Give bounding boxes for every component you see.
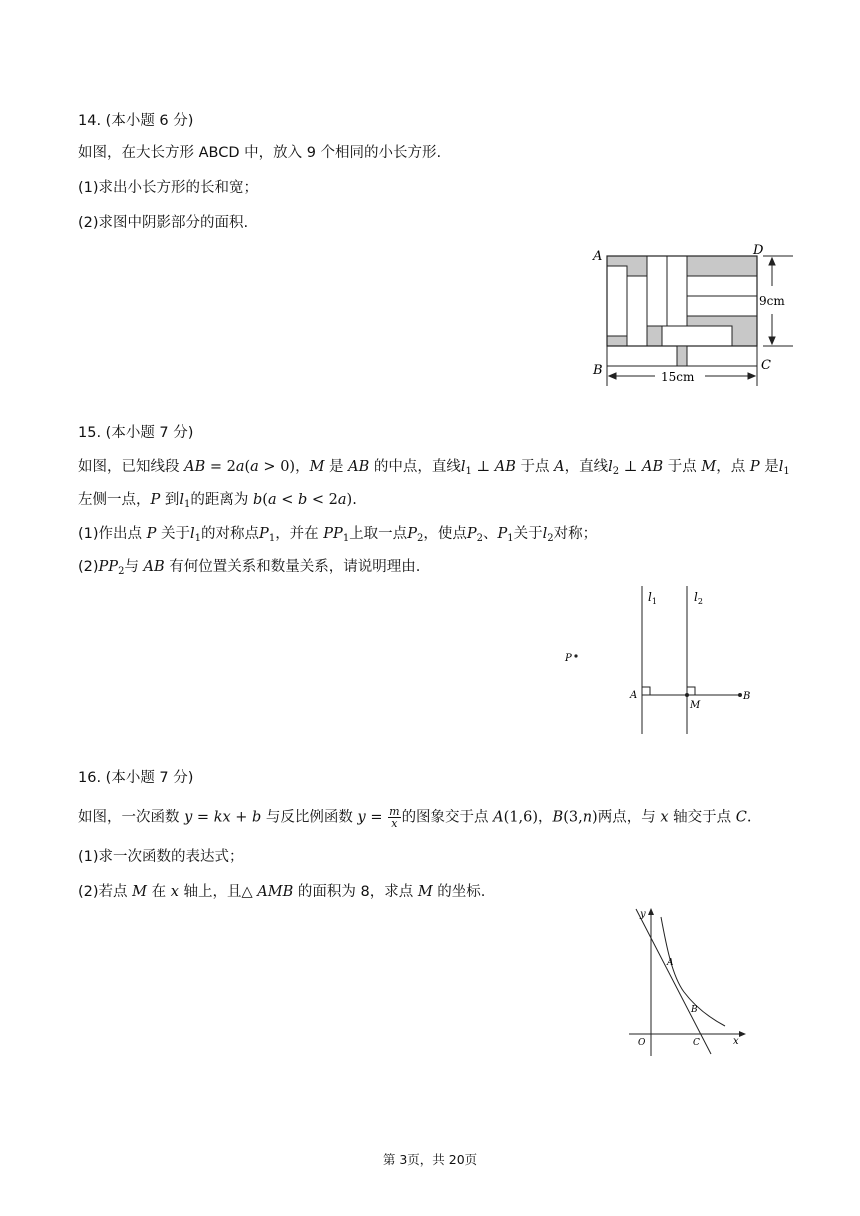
- label-c: C: [693, 1038, 700, 1048]
- q14-part1: (1)求出小长方形的长和宽；: [78, 180, 259, 196]
- rectangle-figure: [585, 244, 795, 394]
- q16-part2: (2)若点 M 在 x 轴上，且△ AMB 的面积为 8，求点 M 的坐标.: [78, 884, 486, 900]
- q15-part2: $(2)PP_2$与 AB 有何位置关系和数量关系，请说明理由.: [78, 559, 421, 577]
- label-c: C: [761, 358, 771, 373]
- label-p: P: [565, 653, 572, 664]
- label-b: B: [743, 691, 751, 702]
- small-rect-1: [607, 266, 627, 336]
- small-rect-2: [627, 276, 647, 346]
- label-d: D: [753, 244, 764, 258]
- label-b: B: [691, 1005, 698, 1015]
- small-rect-6: [687, 296, 757, 316]
- label-x: x: [733, 1036, 739, 1047]
- q16-part1: (1)求一次函数的表达式；: [78, 849, 244, 865]
- q15-stem-line2: 左侧一点，P 到$l_1$的距离为 b(a < b < 2a).: [78, 492, 357, 510]
- small-rect-4: [667, 256, 687, 326]
- q14-part2: (2)求图中阴影部分的面积.: [78, 215, 249, 231]
- label-m: M: [690, 700, 701, 711]
- q15-heading: 15. (本小题 7 分): [78, 425, 194, 441]
- label-l2: $l_2$: [694, 590, 703, 606]
- perpendicular-lines-figure: [560, 584, 760, 740]
- page-footer: 第 3页，共 20页: [382, 1152, 478, 1167]
- small-rect-8: [607, 346, 677, 366]
- label-y: y: [640, 909, 646, 920]
- label-a: A: [593, 249, 603, 264]
- point-b: [738, 693, 742, 697]
- label-l1: $l_1$: [648, 590, 657, 606]
- small-rect-3: [647, 256, 667, 326]
- q15-part1: (1)作出点 P 关于$l_1$的对称点$P_1$，并在 $PP_1$上取一点$P_2$，使点$P_2$、$P_1$关于$l_2$对称；: [78, 526, 598, 544]
- q15-stem-line1: 如图，已知线段 AB = 2a(a > 0)，M 是 AB 的中点，直线$l_1$ ⊥ AB 于点 A，直线$l_2$ ⊥ AB 于点 M，点 P 是$l_1$: [78, 459, 790, 477]
- function-graph-figure: [624, 904, 754, 1060]
- height-label: 9cm: [759, 294, 785, 308]
- small-rect-5: [687, 276, 757, 296]
- fraction-m-over-x: $\frac{m}{x}$: [389, 805, 400, 830]
- label-b: B: [593, 363, 603, 378]
- q14-stem: 如图，在大长方形 ABCD 中，放入 9 个相同的小长方形.: [78, 145, 442, 161]
- label-o: O: [638, 1038, 646, 1048]
- label-a: A: [667, 958, 674, 968]
- q14-heading: 14. (本小题 6 分): [78, 113, 194, 129]
- y-axis-arrow: [648, 908, 654, 915]
- small-rect-9: [687, 346, 757, 366]
- q16-heading: 16. (本小题 7 分): [78, 770, 194, 786]
- x-axis-arrow: [739, 1031, 746, 1037]
- point-p: [574, 654, 577, 657]
- point-m: [685, 693, 689, 697]
- q16-stem: 如图，一次函数 y = kx + b 与反比例函数 y = $\frac{m}{x}$ 的图象交于点 A(1,6)，B(3,n)两点，与 x 轴交于点 C.: [78, 805, 752, 830]
- right-angle-a: [642, 687, 650, 695]
- width-label: 15cm: [661, 370, 695, 384]
- linear-function-line: [636, 909, 711, 1054]
- label-a: A: [630, 690, 638, 701]
- small-rect-7: [662, 326, 732, 346]
